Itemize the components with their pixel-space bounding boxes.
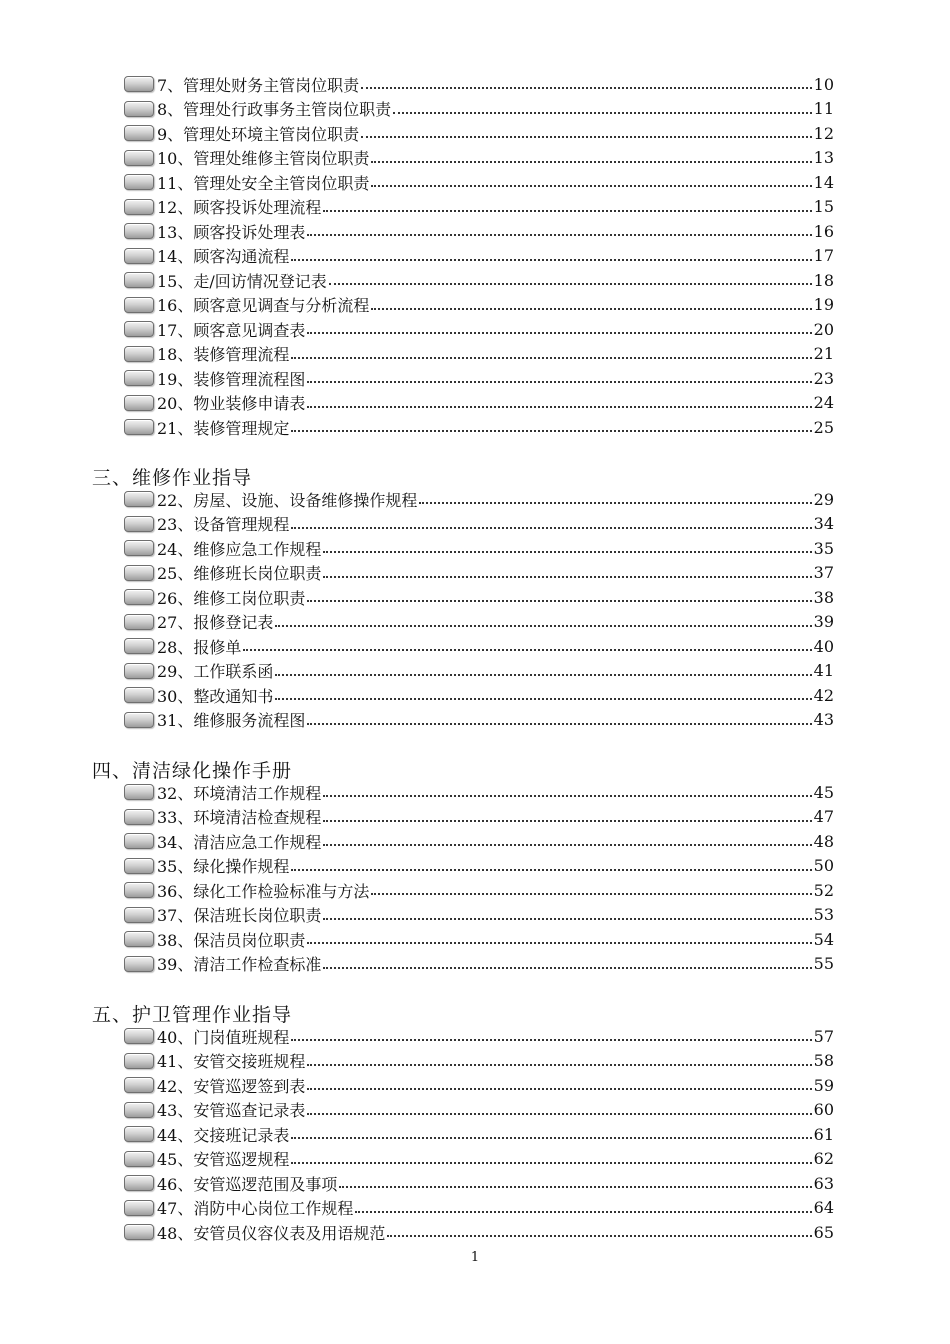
toc-entry-page: 41 <box>813 661 834 680</box>
toc-entry[interactable] <box>124 342 834 366</box>
toc-entry-label: 29、工作联系函 <box>157 662 274 681</box>
toc-entry-label: 22、房屋、设施、设备维修操作规程 <box>157 490 418 510</box>
toc-entry[interactable] <box>124 244 834 268</box>
toc-entry-page: 13 <box>813 148 834 167</box>
toc-entry-label: 34、清洁应急工作规程 <box>157 832 322 852</box>
toc-entry-label: 39、清洁工作检查标准 <box>157 955 322 974</box>
toc-entry-label: 38、保洁员岗位职责 <box>157 930 306 950</box>
toc-entry[interactable] <box>124 1098 834 1122</box>
toc-entry[interactable] <box>124 854 834 878</box>
toc-entry-page: 62 <box>813 1149 834 1168</box>
toc-entry-label: 47、消防中心岗位工作规程 <box>157 1199 354 1218</box>
toc-entry-page: 57 <box>813 1026 834 1046</box>
toc-entry-label: 31、维修服务流程图 <box>157 711 306 730</box>
toc-button-icon[interactable] <box>124 174 154 190</box>
toc-entry[interactable] <box>124 1220 834 1244</box>
leader-dots <box>307 390 811 408</box>
toc-entry-label: 21、装修管理规定 <box>157 418 290 438</box>
toc-entry-label: 7、管理处财务主管岗位职责 <box>157 75 360 95</box>
leader-dots <box>323 828 811 846</box>
toc-button-icon[interactable] <box>124 565 154 581</box>
toc-button-icon[interactable] <box>124 540 154 556</box>
toc-entry-page: 50 <box>813 856 834 875</box>
toc-entry[interactable] <box>124 317 834 341</box>
toc-entry-label: 23、设备管理规程 <box>157 515 290 534</box>
toc-entry-label: 27、报修登记表 <box>157 613 274 632</box>
toc-entry[interactable] <box>124 805 834 829</box>
toc-button-icon[interactable] <box>124 491 154 507</box>
toc-entry-label: 16、顾客意见调查与分析流程 <box>157 296 370 315</box>
toc-entry-label: 42、安管巡逻签到表 <box>157 1076 306 1096</box>
toc-button-icon[interactable] <box>124 125 154 141</box>
toc-entry-label: 30、整改通知书 <box>157 686 274 706</box>
leader-dots <box>291 511 811 529</box>
leader-dots <box>307 926 811 944</box>
leader-dots <box>371 292 811 310</box>
toc-entry[interactable] <box>124 952 834 976</box>
toc-entry-label: 8、管理处行政事务主管岗位职责 <box>157 100 392 119</box>
toc-button-icon[interactable] <box>124 712 154 728</box>
toc-entry-label: 19、装修管理流程图 <box>157 369 306 389</box>
toc-entry-label: 46、安管巡逻范围及事项 <box>157 1174 338 1194</box>
toc-entry-label: 44、交接班记录表 <box>157 1125 290 1145</box>
toc-entry-page: 47 <box>813 807 834 826</box>
toc-button-icon[interactable] <box>124 223 154 239</box>
toc-entry-page: 12 <box>813 123 834 143</box>
toc-entry[interactable] <box>124 366 834 390</box>
toc-entry-label: 37、保洁班长岗位职责 <box>157 906 322 925</box>
toc-entry-label: 17、顾客意见调查表 <box>157 320 306 340</box>
toc-entry-page: 61 <box>813 1124 834 1144</box>
toc-button-icon[interactable] <box>124 1102 154 1118</box>
toc-entry[interactable] <box>124 121 834 145</box>
toc-entry-label: 12、顾客投诉处理流程 <box>157 198 322 217</box>
toc-entry[interactable] <box>124 487 834 511</box>
leader-dots <box>361 71 811 89</box>
leader-dots <box>355 1195 811 1213</box>
toc-entry[interactable] <box>124 268 834 292</box>
toc-entry-page: 45 <box>813 782 834 802</box>
leader-dots <box>371 169 811 187</box>
toc-entry-page: 21 <box>813 344 834 363</box>
toc-entry[interactable] <box>124 1122 834 1146</box>
section-title: 五、护卫管理作业指导 <box>92 1004 293 1026</box>
leader-dots <box>323 804 811 822</box>
toc-button-icon[interactable] <box>124 346 154 362</box>
toc-entry-page: 65 <box>813 1222 834 1242</box>
toc-entry-label: 15、走/回访情况登记表 <box>157 271 327 291</box>
toc-entry-page: 20 <box>813 319 834 339</box>
toc-button-icon[interactable] <box>124 248 154 264</box>
toc-button-icon[interactable] <box>124 419 154 435</box>
toc-entry-label: 41、安管交接班规程 <box>157 1052 306 1071</box>
toc-button-icon[interactable] <box>124 907 154 923</box>
toc-entry-label: 18、装修管理流程 <box>157 345 290 364</box>
toc-button-icon[interactable] <box>124 663 154 679</box>
toc-entry[interactable] <box>124 561 834 585</box>
toc-entry-page: 19 <box>813 295 834 314</box>
leader-dots <box>291 1023 811 1041</box>
toc-button-icon[interactable] <box>124 1077 154 1093</box>
toc-button-icon[interactable] <box>124 809 154 825</box>
toc-entry-label: 14、顾客沟通流程 <box>157 247 290 266</box>
leader-dots <box>291 1146 811 1164</box>
leader-dots <box>307 707 811 725</box>
leader-dots <box>307 1048 811 1066</box>
toc-entry[interactable] <box>124 1073 834 1097</box>
leader-dots <box>371 877 811 895</box>
leader-dots <box>393 96 811 114</box>
toc-button-icon[interactable] <box>124 784 154 800</box>
toc-entry[interactable] <box>124 512 834 536</box>
toc-entry-page: 24 <box>813 393 834 412</box>
toc-entry-page: 34 <box>813 514 834 533</box>
section-title: 三、维修作业指导 <box>92 467 253 489</box>
leader-dots <box>243 633 811 651</box>
toc-button-icon[interactable] <box>124 1151 154 1167</box>
toc-entry-page: 43 <box>813 710 834 729</box>
toc-entry-page: 63 <box>813 1173 834 1193</box>
toc-entry-label: 13、顾客投诉处理表 <box>157 222 306 242</box>
leader-dots <box>323 779 811 797</box>
toc-entry-page: 40 <box>813 636 834 656</box>
toc-button-icon[interactable] <box>124 1224 154 1240</box>
toc-entry[interactable] <box>124 903 834 927</box>
leader-dots <box>307 1097 811 1115</box>
section-title: 四、清洁绿化操作手册 <box>92 760 293 782</box>
toc-button-icon[interactable] <box>124 882 154 898</box>
toc-entry-label: 9、管理处环境主管岗位职责 <box>157 124 360 144</box>
toc-entry-page: 18 <box>813 270 834 290</box>
toc-entry-page: 48 <box>813 831 834 851</box>
toc-entry[interactable] <box>124 146 834 170</box>
toc-entry[interactable] <box>124 391 834 415</box>
leader-dots <box>307 218 811 236</box>
toc-entry-label: 11、管理处安全主管岗位职责 <box>157 173 370 193</box>
toc-entry[interactable] <box>124 878 834 902</box>
toc-entry[interactable] <box>124 1196 834 1220</box>
toc-entry-label: 10、管理处维修主管岗位职责 <box>157 149 370 168</box>
toc-entry-label: 28、报修单 <box>157 637 242 657</box>
toc-entry-page: 11 <box>813 99 834 118</box>
toc-entry-page: 54 <box>813 929 834 949</box>
toc-button-icon[interactable] <box>124 1175 154 1191</box>
leader-dots <box>307 316 811 334</box>
toc-button-icon[interactable] <box>124 1200 154 1216</box>
toc-button-icon[interactable] <box>124 589 154 605</box>
toc-entry[interactable] <box>124 1049 834 1073</box>
toc-button-icon[interactable] <box>124 1126 154 1142</box>
toc-button-icon[interactable] <box>124 199 154 215</box>
toc-entry-label: 35、绿化操作规程 <box>157 857 290 876</box>
toc-entry[interactable] <box>124 634 834 658</box>
toc-button-icon[interactable] <box>124 956 154 972</box>
toc-entry-page: 17 <box>813 246 834 265</box>
toc-entry[interactable] <box>124 97 834 121</box>
toc-entry-label: 24、维修应急工作规程 <box>157 539 322 559</box>
toc-button-icon[interactable] <box>124 297 154 313</box>
toc-entry-page: 60 <box>813 1100 834 1119</box>
toc-entry-label: 48、安管员仪容仪表及用语规范 <box>157 1223 386 1243</box>
toc-entry-page: 39 <box>813 612 834 631</box>
toc-button-icon[interactable] <box>124 931 154 947</box>
leader-dots <box>291 414 811 432</box>
toc-button-icon[interactable] <box>124 1053 154 1069</box>
toc-entry[interactable] <box>124 415 834 439</box>
leader-dots <box>291 1121 811 1139</box>
toc-entry-page: 52 <box>813 880 834 900</box>
toc-entry-page: 37 <box>813 563 834 582</box>
toc-entry[interactable] <box>124 1147 834 1171</box>
toc-entry-page: 25 <box>813 417 834 437</box>
toc-entry-page: 58 <box>813 1051 834 1070</box>
toc-entry[interactable] <box>124 170 834 194</box>
toc-button-icon[interactable] <box>124 321 154 337</box>
leader-dots <box>275 682 811 700</box>
toc-entry[interactable] <box>124 683 834 707</box>
toc-entry[interactable] <box>124 927 834 951</box>
toc-entry[interactable] <box>124 659 834 683</box>
toc-entry-page: 14 <box>813 172 834 192</box>
toc-entry[interactable] <box>124 536 834 560</box>
leader-dots <box>323 535 811 553</box>
toc-entry-page: 64 <box>813 1198 834 1217</box>
toc-entry[interactable] <box>124 708 834 732</box>
leader-dots <box>291 341 811 359</box>
toc-entry[interactable] <box>124 1024 834 1048</box>
toc-entry[interactable] <box>124 585 834 609</box>
leader-dots <box>371 145 811 163</box>
leader-dots <box>329 267 812 285</box>
toc-button-icon[interactable] <box>124 150 154 166</box>
toc-button-icon[interactable] <box>124 516 154 532</box>
toc-entry-label: 26、维修工岗位职责 <box>157 588 306 608</box>
toc-button-icon[interactable] <box>124 101 154 117</box>
page-number: 1 <box>470 1250 480 1265</box>
toc-button-icon[interactable] <box>124 1028 154 1044</box>
toc-entry-label: 43、安管巡查记录表 <box>157 1101 306 1120</box>
toc-button-icon[interactable] <box>124 614 154 630</box>
toc-entry-page: 55 <box>813 954 834 973</box>
leader-dots <box>307 1072 811 1090</box>
leader-dots <box>419 486 811 504</box>
toc-entry[interactable] <box>124 780 834 804</box>
leader-dots <box>323 951 811 969</box>
toc-entry-page: 15 <box>813 197 834 216</box>
leader-dots <box>323 560 811 578</box>
toc-entry-label: 33、环境清洁检查规程 <box>157 808 322 827</box>
leader-dots <box>323 194 811 212</box>
toc-entry[interactable] <box>124 829 834 853</box>
toc-entry[interactable] <box>124 1171 834 1195</box>
toc-entry-page: 10 <box>813 74 834 94</box>
leader-dots <box>275 609 811 627</box>
toc-entry[interactable] <box>124 219 834 243</box>
toc-button-icon[interactable] <box>124 395 154 411</box>
toc-entry-page: 38 <box>813 587 834 607</box>
toc-entry-page: 35 <box>813 538 834 558</box>
toc-entry-label: 45、安管巡逻规程 <box>157 1150 290 1169</box>
toc-entry-label: 20、物业装修申请表 <box>157 394 306 413</box>
toc-entry[interactable] <box>124 72 834 96</box>
leader-dots <box>275 658 811 676</box>
leader-dots <box>387 1219 811 1237</box>
toc-button-icon[interactable] <box>124 272 154 288</box>
toc-button-icon[interactable] <box>124 833 154 849</box>
toc-entry-page: 16 <box>813 221 834 241</box>
leader-dots <box>291 243 811 261</box>
toc-entry-page: 29 <box>813 489 834 509</box>
toc-entry-page: 23 <box>813 368 834 388</box>
toc-button-icon[interactable] <box>124 76 154 92</box>
leader-dots <box>323 902 811 920</box>
toc-button-icon[interactable] <box>124 370 154 386</box>
toc-entry-page: 53 <box>813 905 834 924</box>
toc-entry-label: 40、门岗值班规程 <box>157 1027 290 1047</box>
leader-dots <box>339 1170 811 1188</box>
leader-dots <box>291 853 811 871</box>
leader-dots <box>307 584 811 602</box>
toc-entry[interactable] <box>124 293 834 317</box>
toc-entry[interactable] <box>124 195 834 219</box>
leader-dots <box>361 120 811 138</box>
toc-button-icon[interactable] <box>124 687 154 703</box>
toc-button-icon[interactable] <box>124 858 154 874</box>
toc-entry-page: 59 <box>813 1075 834 1095</box>
toc-entry-page: 42 <box>813 685 834 705</box>
toc-button-icon[interactable] <box>124 638 154 654</box>
toc-entry-label: 32、环境清洁工作规程 <box>157 783 322 803</box>
toc-entry-label: 25、维修班长岗位职责 <box>157 564 322 583</box>
toc-entry[interactable] <box>124 610 834 634</box>
leader-dots <box>307 365 811 383</box>
toc-entry-label: 36、绿化工作检验标准与方法 <box>157 881 370 901</box>
